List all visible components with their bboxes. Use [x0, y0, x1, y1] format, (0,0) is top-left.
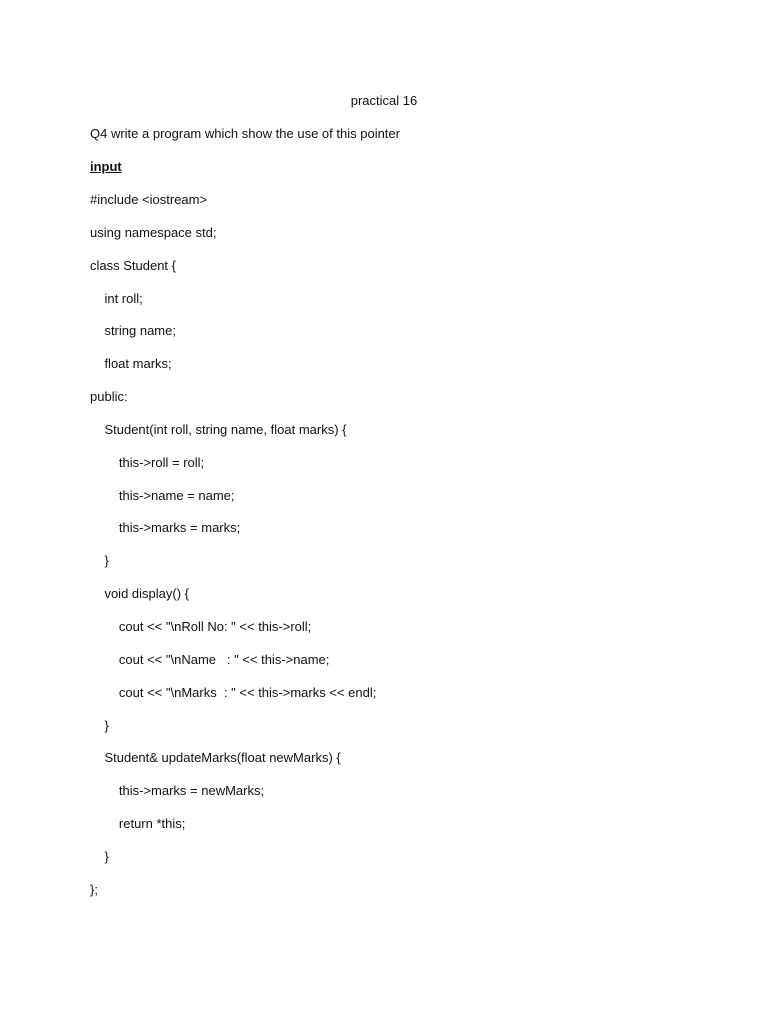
code-line: using namespace std;	[90, 224, 217, 240]
page-title	[0, 92, 768, 110]
code-line: void display() {	[90, 586, 189, 602]
code-line: }	[90, 717, 109, 733]
code-line: }	[90, 848, 109, 864]
code-line: Student& updateMarks(float newMarks) {	[90, 750, 341, 766]
code-line: return *this;	[90, 816, 186, 832]
code-line: cout << "\nName : " << this->name;	[90, 651, 330, 667]
code-line: };	[90, 881, 98, 897]
code-line: float marks;	[90, 356, 172, 372]
code-line: this->marks = newMarks;	[90, 783, 265, 799]
code-line: this->marks = marks;	[90, 520, 241, 536]
code-line: Student(int roll, string name, float marks) {	[90, 421, 347, 437]
question-heading: Q4 write a program which show the use of this pointer	[90, 126, 400, 141]
code-line: cout << "\nMarks : " << this->marks << endl;	[90, 684, 377, 700]
code-line: int roll;	[90, 290, 143, 306]
code-line: }	[90, 553, 109, 569]
page-title-text: practical 16	[350, 93, 418, 108]
code-line: string name;	[90, 323, 176, 339]
code-line: this->name = name;	[90, 487, 235, 503]
code-line: #include <iostream>	[90, 192, 208, 207]
code-line: this->roll = roll;	[90, 454, 205, 470]
code-line: public:	[90, 389, 128, 405]
code-line: class Student {	[90, 257, 176, 273]
code-line: cout << "\nRoll No: " << this->roll;	[90, 618, 312, 634]
input-label: input	[90, 159, 122, 174]
code-block	[90, 191, 376, 914]
